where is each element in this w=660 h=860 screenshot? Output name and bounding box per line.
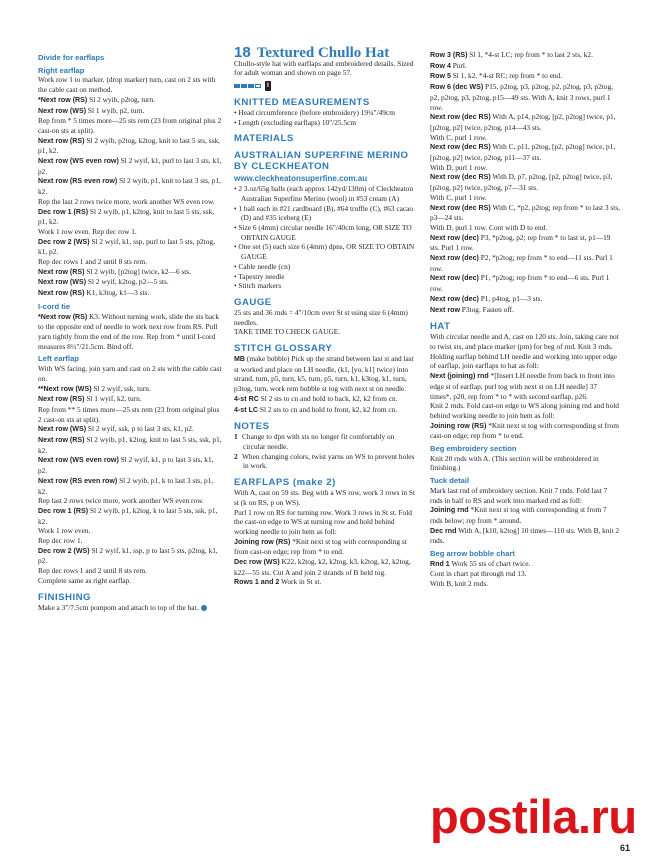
instruction-row <box>38 176 222 196</box>
heading-gauge: GAUGE <box>234 296 272 308</box>
row-label: Next row (RS) <box>38 267 85 276</box>
row-label: Next row (dec) <box>430 274 479 283</box>
row-text: (make bobble) Pick up the strand between last st and last st worked and place on LH needle, (k1, [yo, k1] twice) into strand, turn, p5, turn, k5, turn, p5, turn, k1, k3tog, k1, turn, p3tog, turn, work rem bobble st tog with next st on needle. <box>234 354 414 394</box>
row-text: Sl 2 wyib, p2tog, k2tog, knit to last 5 sts, ssk, p1, k2. <box>38 135 220 156</box>
paragraph <box>430 454 620 473</box>
paragraph <box>430 223 620 233</box>
paragraph <box>38 566 222 576</box>
row-text: Sl 1 wyif, k2, turn. <box>84 394 142 404</box>
instruction-row <box>38 95 222 106</box>
paragraph <box>234 327 418 337</box>
paragraph-text: With B, knit 2 rnds. <box>430 579 489 589</box>
note-item <box>234 432 418 451</box>
bullet-icon: • <box>234 184 239 194</box>
row-label: Rnd 1 <box>430 559 450 568</box>
paragraph <box>38 526 222 536</box>
instruction-row <box>430 505 620 525</box>
column-right <box>430 50 620 589</box>
row-label: *Next row (RS) <box>38 95 88 104</box>
row-text: K3. Without turning work, slide the sts back to the opposite end of needle to work next row from RS. Pull yarn tightly from the end of the row. Rep from * until I-cord measures 8½"/21.5cm. Bind off. <box>38 311 220 351</box>
row-label: *Next row (RS) <box>38 312 88 321</box>
row-text: Sl 2 wyib, p1, k to last 3 sts, p1, k2. <box>38 475 214 496</box>
bullet-item <box>234 272 418 282</box>
row-label: Dec rnd <box>430 526 457 535</box>
row-text: K1, k3tog, k1—3 sts. <box>84 288 150 298</box>
row-text: P2, *p2tog; rep from * to end—11 sts. Purl 1 row. <box>430 253 613 273</box>
note-number: 2 <box>234 451 238 461</box>
row-text: Sl 2 wyif, ssk, turn. <box>91 383 151 393</box>
paragraph-text: Complete same as right earflap. <box>38 575 132 585</box>
note-item <box>234 452 418 471</box>
heading-right-earflap: Right earflap <box>38 65 85 75</box>
row-text: Sl 2 sts to cn and hold to back, k2, k2 from cn. <box>258 393 398 403</box>
row-text: P1, p4tog, p1—3 sts. <box>478 293 543 303</box>
row-text: *Knit next st tog with corresponding st from cast-on edge; rep from * to end. <box>430 420 619 441</box>
heading-stitch-glossary: STITCH GLOSSARY <box>234 343 333 355</box>
paragraph-text: With D, purl 1 row. Cont with D to end. <box>430 222 548 232</box>
column-left <box>38 50 222 612</box>
row-label: Next row (RS even row) <box>38 177 118 186</box>
row-label: 4-st LC <box>234 405 259 414</box>
row-text: Sl 1, *4-st LC; rep from * to last 2 sts, k2. <box>467 50 593 59</box>
instruction-row <box>430 421 620 441</box>
instruction-row <box>430 253 620 273</box>
paragraph-text: Cont in chart pat through rnd 13. <box>430 569 527 579</box>
row-text: Sl 2 wyif, k1, ssp, p to last 5 sts, p2tog, k1, p2. <box>38 545 218 566</box>
row-label: Next row (dec RS) <box>430 203 491 212</box>
bullet-icon: • <box>234 117 239 127</box>
row-text: Sl 2 wyif, k1, ssp, purl to last 5 sts, p2tog, k1, p2. <box>38 236 215 257</box>
instruction-row <box>38 277 222 288</box>
instruction-row <box>234 557 418 577</box>
paragraph <box>234 508 418 537</box>
row-label: Dec row 2 (WS) <box>38 546 90 555</box>
instruction-row <box>38 312 222 352</box>
paragraph-text: With circular needle and A, cast on 120 sts. Join, taking care not to twist sts, and place marker (pm) for beg of rnd. Knit 3 rnds. Holding earflap behind LH needle and working into upper edge of earflap, join earflaps to hat as foll: <box>430 332 619 371</box>
row-label: **Next row (WS) <box>38 384 92 393</box>
instruction-row <box>430 371 620 401</box>
row-label: Next row (WS) <box>38 106 87 115</box>
bullet-text: One set (5) each size 6 (4mm) dpns, OR SIZE TO OBTAIN GAUGE <box>238 242 415 262</box>
paragraph-text: Knit 2 rnds. Fold cast-on edge to WS along joining rnd and hold behind working needle to join hem as foll: <box>430 401 619 420</box>
heading-divide-for-earflaps: Divide for earflaps <box>38 53 105 62</box>
row-label: Dec row 1 (RS) <box>38 207 89 216</box>
heading-left-earflap: Left earflap <box>38 354 79 364</box>
paragraph-text: Rep dec rows 1 and 2 until 8 sts rem. <box>38 257 147 267</box>
paragraph-text: Rep the last 2 rows twice more, work another WS even row. <box>38 196 215 206</box>
row-text: P1, *p2tog; rep from * to end—6 sts. Purl 1 row. <box>430 273 610 294</box>
paragraph <box>430 486 620 505</box>
row-label: Row 3 (RS) <box>430 51 468 59</box>
row-label: Next row (WS) <box>38 425 87 434</box>
instruction-row <box>38 384 222 395</box>
paragraph <box>430 133 620 143</box>
paragraph-text: TAKE TIME TO CHECK GAUGE. <box>234 327 341 337</box>
heading-i-cord-tie: I-cord tie <box>38 301 71 311</box>
instruction-row <box>38 237 222 257</box>
paragraph <box>38 603 222 613</box>
paragraph <box>38 364 222 383</box>
note-number: 1 <box>234 432 238 442</box>
row-text: With C, *p2, p2tog; rep from * to last 3 sts, p3—24 sts. <box>430 202 621 223</box>
row-text: *Knit next st tog with corresponding st from 7 rnds below; rep from * around. <box>430 505 607 525</box>
bullet-text: Cable needle (cn) <box>238 261 291 271</box>
paragraph <box>38 116 222 135</box>
page-number: 61 <box>620 843 631 853</box>
paragraph <box>430 579 620 589</box>
paragraph <box>430 569 620 579</box>
pattern-title <box>234 44 418 61</box>
heading-earflaps-make-2: EARFLAPS (make 2) <box>234 477 336 489</box>
heading-finishing: FINISHING <box>38 591 92 603</box>
bullet-text: 1 ball each in #21 cardboard (B), #64 truffle (C), #63 cacao (D) and #35 iceberg (E) <box>238 203 414 223</box>
instruction-row <box>38 424 222 435</box>
bullet-text: Head circumference (before embroidery) 19¼"/49cm <box>238 107 395 117</box>
watermark: postila.ru <box>430 790 637 843</box>
pattern-sections <box>234 97 418 588</box>
paragraph-text: 25 sts and 36 rnds = 4"/10cm over St st using size 6 (4mm) needles. <box>234 307 408 327</box>
row-label: Next row (dec RS) <box>430 143 491 152</box>
bullet-icon: • <box>234 242 239 252</box>
row-label: Next (joining) rnd <box>430 372 489 381</box>
bullet-text: Stitch markers <box>238 281 282 291</box>
paragraph-text: Make a 3"/7.5cm pompom and attach to top of the hat. <box>38 602 199 612</box>
instruction-row <box>430 526 620 546</box>
heading-materials: MATERIALS <box>234 133 294 145</box>
row-text: Sl 2 wyif, ssk, p to last 3 sts, k1, p2. <box>86 424 194 434</box>
instruction-row <box>38 288 222 299</box>
row-text: Sl 2 wyib, p2tog, turn. <box>87 94 156 104</box>
paragraph-text: With C, purl 1 row. <box>430 192 487 202</box>
row-label: Next row (dec) <box>430 254 479 263</box>
row-label: Next row (dec) <box>430 233 479 242</box>
row-label: Next row <box>430 305 460 314</box>
bullet-item <box>234 118 418 128</box>
bullet-text: Length (excluding earflaps) 10"/25.5cm <box>238 117 357 127</box>
pattern-number: 18 <box>234 44 251 61</box>
paragraph <box>234 488 418 507</box>
row-label: Next row (RS) <box>38 436 85 445</box>
row-text: Sl 2 wyib, p1, knit to last 3 sts, p1, k2. <box>38 176 221 197</box>
instruction-row <box>430 172 620 192</box>
row-text: Sl 2 wyif, k1, p to last 3 sts, k1, p2. <box>38 455 214 476</box>
row-text: P15, p2tog, p3, p2tog, p2, p2tog, p3, p2tog, p2, p2tog, p3, p2tog, p15—49 sts. With A, knit 3 rows, purl 1 row. <box>430 82 613 112</box>
bullet-item <box>234 281 418 291</box>
instruction-row <box>234 405 418 416</box>
heading-tuck-detail: Tuck detail <box>430 476 470 486</box>
paragraph <box>38 227 222 237</box>
paragraph-text: Rep from ** 5 times more—25 sts rem (23 from original plus 2 cast-on sts at split). <box>38 404 220 424</box>
paragraph-text: Rep last 2 rows twice more, work another WS even row. <box>38 496 204 506</box>
paragraph <box>38 197 222 207</box>
row-label: Next row (dec RS) <box>430 173 491 182</box>
paragraph-text: Work row 1 to marker, (drop marker) turn, cast on 2 sts with the cable cast on method. <box>38 75 216 95</box>
bullet-text: Tapestry needle <box>238 271 285 281</box>
heading-hat: HAT <box>430 321 451 333</box>
instruction-row <box>38 267 222 278</box>
instruction-row <box>38 476 222 496</box>
pattern-name: Textured Chullo Hat <box>256 45 390 61</box>
pattern-intro: Chullo-style hat with earflaps and embroidered details. Sized for adult woman and shown on page 57. <box>234 58 414 78</box>
paragraph <box>38 576 222 586</box>
instruction-row <box>38 394 222 405</box>
row-text: P3, *p2tog, p2; rep from * to last st, p1—19 sts. Purl 1 row. <box>430 232 611 253</box>
row-label: Joining row (RS) <box>430 421 487 430</box>
row-text: Sl 2 wyib, p1, k2tog, k to last 5 sts, ssk, p1, k2. <box>38 505 218 526</box>
instruction-row <box>38 156 222 176</box>
paragraph <box>38 536 222 546</box>
instruction-row <box>38 207 222 227</box>
bullet-text: 2 3.oz/65g balls (each approx 142yd/130m) of Cleckheaton Australian Superfine Merino (wool) in #53 cream (A) <box>238 184 413 203</box>
end-mark-icon <box>201 605 207 611</box>
instruction-row <box>430 233 620 253</box>
paragraph <box>38 496 222 506</box>
paragraph-text: Rep dec row 1. <box>38 536 83 546</box>
bullet-item <box>234 204 418 223</box>
row-label: Dec row (WS) <box>234 558 280 567</box>
row-text: Sl 2 wyif, k1, purl to last 3 sts, k1, p2. <box>38 156 222 176</box>
paragraph-text: Work 1 row even. Rep dec row 1. <box>38 226 137 236</box>
paragraph <box>430 193 620 203</box>
skill-badge: I <box>267 82 269 90</box>
bullet-item <box>234 223 418 242</box>
row-label: Next row (RS) <box>38 136 85 145</box>
paragraph-text: Knit 20 rnds with A. (This section will be embroidered in finishing.) <box>430 453 599 473</box>
paragraph <box>430 163 620 173</box>
row-text: Sl 2 wyif, k2tog, p2—5 sts. <box>86 277 169 287</box>
instruction-row <box>234 577 418 588</box>
row-label: Next row (dec) <box>430 294 479 303</box>
row-text: *[Insert LH needle from back to front into edge st of earflap, purl tog with next st on LH needle] 37 times*, p20, rep from * to * with second earflap, p26. <box>430 371 615 401</box>
row-label: Dec row 2 (WS) <box>38 237 90 246</box>
row-label: 4-st RC <box>234 394 259 403</box>
paragraph-text: Work 1 row even. <box>38 526 91 536</box>
instruction-row <box>430 559 620 570</box>
paragraph-text: Rep from * 5 times more—25 sts rem (23 from original plus 2 cast-on sts at split). <box>38 116 222 135</box>
bullet-icon: • <box>234 281 239 291</box>
instruction-row <box>430 273 620 293</box>
paragraph-text: With WS facing, join yarn and cast on 2 sts with the cable cast on. <box>38 364 222 383</box>
heading-www-cleckheatonsuperfine-com-au: www.cleckheatonsuperfine.com.au <box>234 174 368 184</box>
instruction-row <box>38 136 222 156</box>
bullet-icon: • <box>234 203 239 213</box>
row-text: Work 55 sts of chart twice. <box>449 558 531 568</box>
note-text: When changing colors, twist yarns on WS to prevent holes in work. <box>242 451 415 471</box>
instruction-row <box>430 294 620 305</box>
row-text: Sl 2 wyib, p1, k2tog, knit to last 5 sts, ssk, p1, k2. <box>38 206 215 227</box>
paragraph <box>38 75 222 94</box>
heading-australian-superfine-merino-by-cleckheat: AUSTRALIAN SUPERFINE MERINO BY CLECKHEATON <box>234 150 409 173</box>
paragraph <box>38 257 222 267</box>
row-label: Next row (RS) <box>38 395 85 404</box>
row-text: Purl. <box>450 60 467 70</box>
instruction-row <box>430 112 620 132</box>
row-text: With A, [k10, k2tog] 10 times—110 sts. With B, knit 2 rnds. <box>430 525 620 546</box>
row-label: Joining rnd <box>430 506 469 515</box>
instruction-row <box>430 61 620 72</box>
row-text: Sl 2 wyib, p1, k2tog, knit to last 5 sts, ssk, p1, k2. <box>38 435 222 455</box>
row-label: Next row (RS even row) <box>38 476 118 485</box>
instruction-row <box>430 82 620 112</box>
instruction-row <box>234 537 418 557</box>
instruction-row <box>38 106 222 117</box>
skill-level <box>234 81 418 91</box>
paragraph <box>234 308 418 327</box>
bullet-item <box>234 262 418 272</box>
row-text: *Knit next st tog with corresponding st from cast-on edge; rep from * to end. <box>234 536 407 557</box>
row-label: Row 4 <box>430 61 451 70</box>
instruction-row <box>430 142 620 162</box>
heading-beg-embroidery-section: Beg embroidery section <box>430 444 517 454</box>
row-text: With D, p7, p2tog, [p2, p2tog] twice, p3, [p2tog, p2] twice, p2tog, p7—31 sts. <box>430 172 613 193</box>
paragraph <box>430 332 620 371</box>
instruction-row <box>38 546 222 566</box>
instruction-row <box>430 71 620 82</box>
row-label: Next row (WS) <box>38 278 87 287</box>
column-middle <box>234 44 418 588</box>
row-label: Joining row (RS) <box>234 537 291 546</box>
skill-level-icon <box>234 84 261 88</box>
row-label: Next row (dec RS) <box>430 113 491 122</box>
row-label: Row 5 <box>430 72 451 81</box>
row-text: With A, p14, p2tog, [p2, p2tog] twice, p1, [p2tog, p2] twice, p2tog, p14—43 sts. <box>430 112 616 132</box>
bullet-icon: • <box>234 271 239 281</box>
paragraph-text: Rep dec rows 1 and 2 until 8 sts rem. <box>38 566 147 576</box>
instruction-row <box>38 435 222 455</box>
bullet-text: Size 6 (4mm) circular needle 16"/40cm long, OR SIZE TO OBTAIN GAUGE <box>238 223 412 242</box>
row-label: Dec row 1 (RS) <box>38 506 89 515</box>
instruction-row <box>234 354 418 394</box>
row-text: Sl 2 sts to cn and hold to front, k2, k2 from cn. <box>258 404 398 414</box>
bullet-item <box>234 184 418 203</box>
row-text: Sl 1 wyib, p2, turn. <box>86 105 145 115</box>
paragraph <box>430 401 620 420</box>
paragraph-text: Mark last rnd of embroidery section. Knit 7 rnds. Fold last 7 rnds in half to RS and work into marked rnd as foll: <box>430 485 608 505</box>
paragraph-text: With D, purl 1 row. <box>430 162 488 172</box>
row-text: With C, p11, p2tog, [p2, p2tog] twice, p1, [p2tog, p2] twice, p2tog, p11—37 sts. <box>430 142 616 163</box>
row-text: Sl 1, k2, *4-st RC; rep from * to end. <box>450 71 563 81</box>
instruction-row <box>430 203 620 223</box>
bullet-item <box>234 242 418 261</box>
heading-knitted-measurements: KNITTED MEASUREMENTS <box>234 96 370 108</box>
paragraph-text: With C, purl 1 row. <box>430 132 487 142</box>
instruction-row <box>430 305 620 316</box>
instruction-row <box>234 394 418 405</box>
row-text: Sl 2 wyib, [p2tog] twice, k2—6 sts. <box>84 266 191 276</box>
heading-notes: NOTES <box>234 421 270 433</box>
row-label: MB <box>234 355 246 364</box>
instruction-row <box>38 506 222 526</box>
paragraph-text: Purl 1 row on RS for turning row. Work 3 rows in St st. Fold the cast-on edge to WS at turning row and hold behind working needle to join hem as foll: <box>234 507 412 536</box>
row-label: Row 6 (dec WS) <box>430 83 484 92</box>
row-label: Next row (WS even row) <box>38 157 119 166</box>
row-text: Work in St st. <box>279 577 322 587</box>
row-label: Next row (RS) <box>38 289 85 298</box>
bullet-icon: • <box>234 261 239 271</box>
paragraph <box>38 405 222 424</box>
bullet-icon: • <box>234 107 239 117</box>
paragraph-text: With A, cast on 59 sts. Beg with a WS row, work 3 rows in St st (k on RS, p on WS). <box>234 488 416 507</box>
row-label: Rows 1 and 2 <box>234 578 280 587</box>
row-text: P3tog. Fasten off. <box>459 304 514 314</box>
bullet-item <box>234 108 418 118</box>
bullet-icon: • <box>234 223 239 233</box>
instruction-row <box>430 50 620 61</box>
note-text: Change to dpn with sts no longer fit comfortably on circular needle. <box>242 432 395 451</box>
heading-beg-arrow-bobble-chart: Beg arrow bobble chart <box>430 549 515 559</box>
row-text: K22, k2tog, k2, k2tog, k3, k2tog, k2, k2tog, k22—55 sts. Cut A and join 2 strands of B held tog. <box>234 557 411 577</box>
instruction-row <box>38 455 222 475</box>
row-label: Next row (WS even row) <box>38 456 119 465</box>
